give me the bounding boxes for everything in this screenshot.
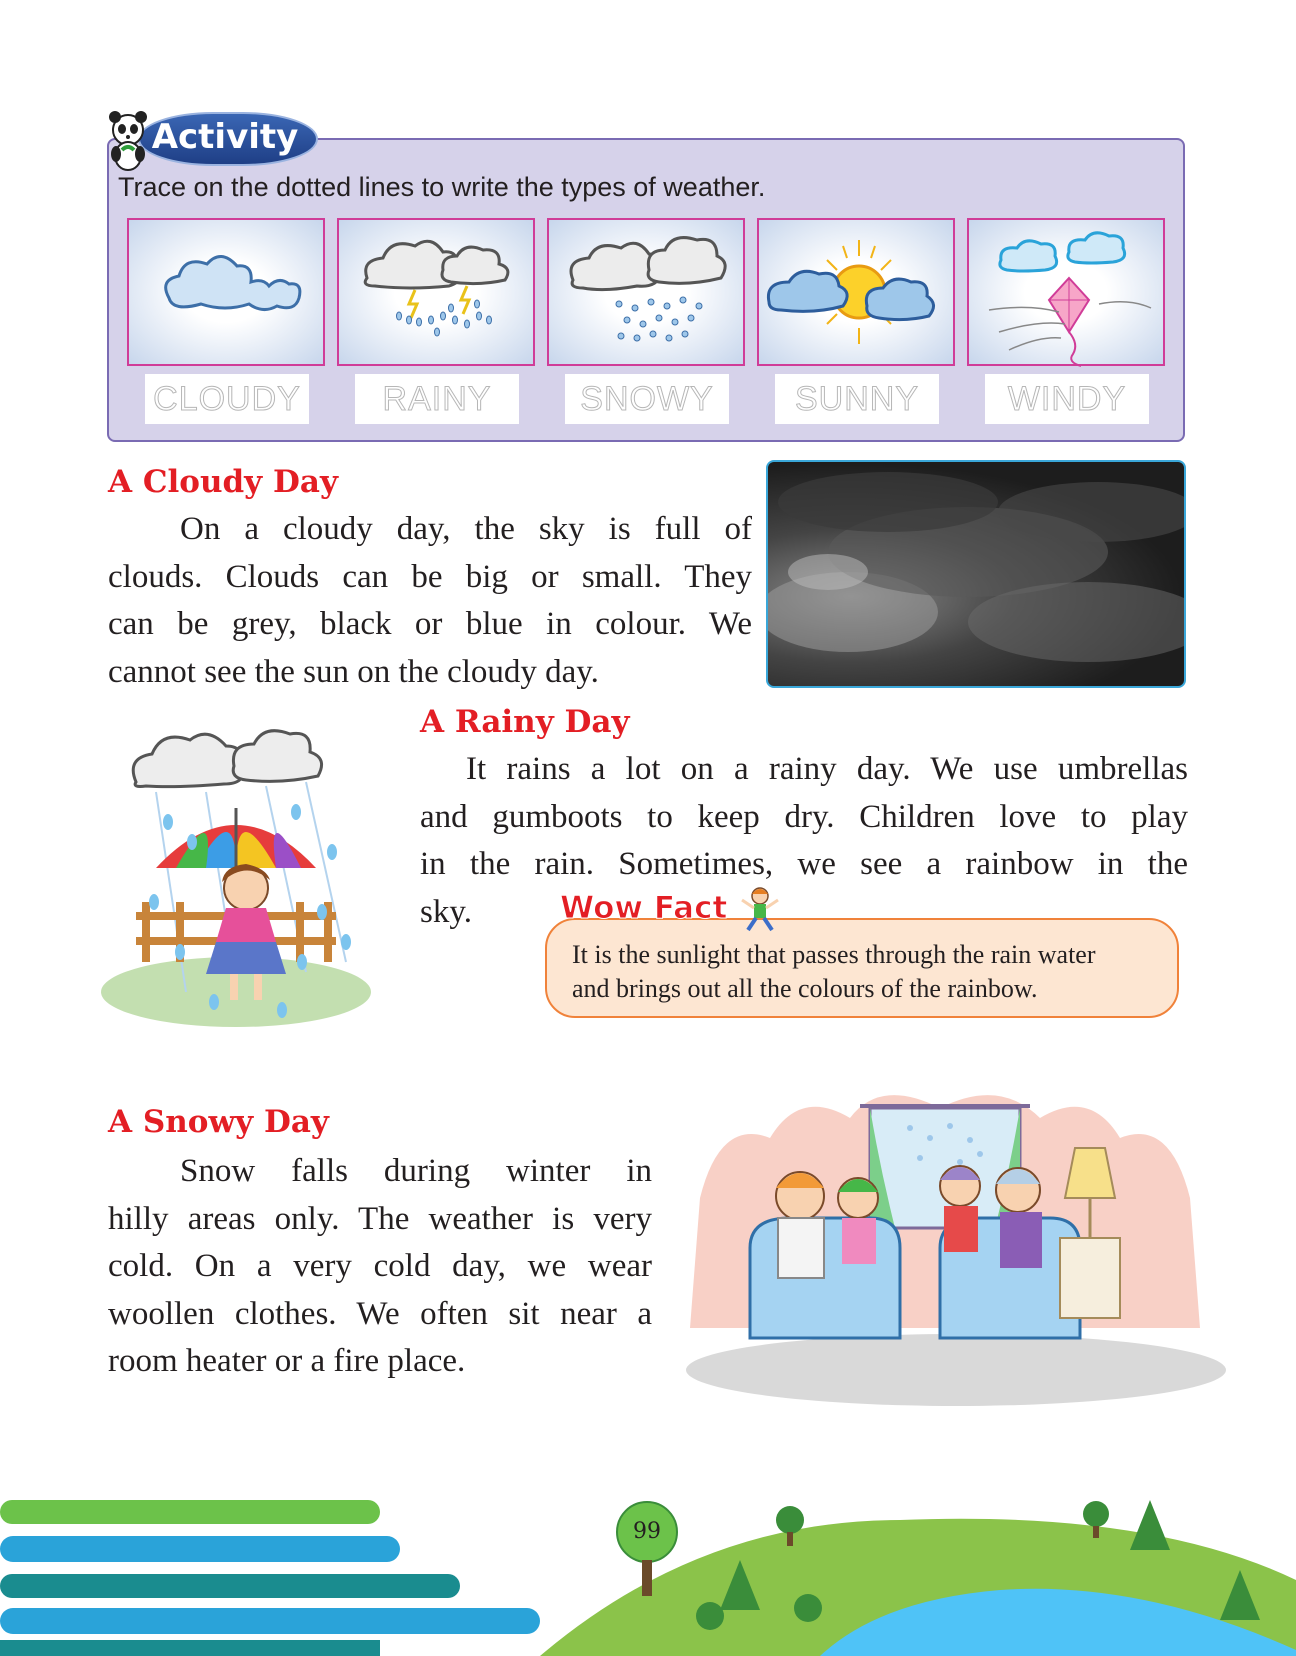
activity-title: Activity: [151, 117, 299, 157]
family-by-heater-illustration: [680, 1078, 1232, 1408]
page-number: 99: [633, 1519, 661, 1544]
wow-fact-title: Wow Fact: [560, 890, 728, 926]
cloudy-line-1: On a cloudy day, the sky is full of: [180, 511, 752, 547]
rainy-line-1: It rains a lot on a rainy day. We use umbrellas: [466, 751, 1188, 787]
windy-icon: [969, 220, 1167, 368]
sunny-picture: [757, 218, 955, 366]
storm-clouds-photo: [766, 460, 1186, 688]
cloudy-paragraph: [108, 506, 752, 696]
girl-with-umbrella-illustration: [96, 712, 376, 1042]
snowy-picture: [547, 218, 745, 366]
jumping-kid-icon: [738, 884, 784, 934]
snowy-line-3: cold. On a very cold day, we wear: [108, 1248, 652, 1284]
snowy-icon: [549, 220, 747, 368]
rainy-line-2: and gumboots to keep dry. Children love to play: [420, 798, 1188, 835]
wow-fact-line-2: and brings out all the colours of the rainbow.: [572, 974, 1038, 1003]
rainy-line-3: in the rain. Sometimes, we see a rainbow in the: [420, 846, 1188, 882]
trace-word-windy: WINDY: [985, 374, 1149, 424]
cloudy-line-4: cannot see the sun on the cloudy day.: [108, 653, 599, 690]
trace-word-cloudy: CLOUDY: [145, 374, 309, 424]
snowy-line-5: room heater or a fire place.: [108, 1343, 466, 1379]
cloudy-picture: [127, 218, 325, 366]
rainy-picture: [337, 218, 535, 366]
activity-instruction: Trace on the dotted lines to write the types of weather.: [118, 172, 766, 202]
cloudy-icon: [129, 220, 327, 368]
snowy-heading: A Snowy Day: [108, 1104, 329, 1140]
snowy-paragraph: [108, 1148, 652, 1386]
trace-word-snowy: SNOWY: [565, 374, 729, 424]
cloudy-line-2: clouds. Clouds can be big or small. They: [108, 558, 752, 595]
snowy-line-1: Snow falls during winter in: [180, 1153, 652, 1189]
trace-word-sunny: SUNNY: [775, 374, 939, 424]
cloudy-heading: A Cloudy Day: [108, 464, 338, 500]
rainy-icon: [339, 220, 537, 368]
trace-word-rainy: RAINY: [355, 374, 519, 424]
panda-icon: [104, 110, 152, 174]
cloudy-line-3: can be grey, black or blue in colour. We: [108, 606, 752, 642]
sunny-icon: [759, 220, 957, 368]
rainy-heading: A Rainy Day: [420, 704, 630, 740]
snowy-line-4: woollen clothes. We often sit near a: [108, 1295, 652, 1332]
rainy-line-4: sky.: [420, 893, 472, 930]
windy-picture: [967, 218, 1165, 366]
snowy-line-2: hilly areas only. The weather is very: [108, 1200, 652, 1237]
rainy-paragraph: [420, 746, 1188, 936]
wow-fact-line-1: It is the sunlight that passes through the rain water: [572, 940, 1096, 969]
